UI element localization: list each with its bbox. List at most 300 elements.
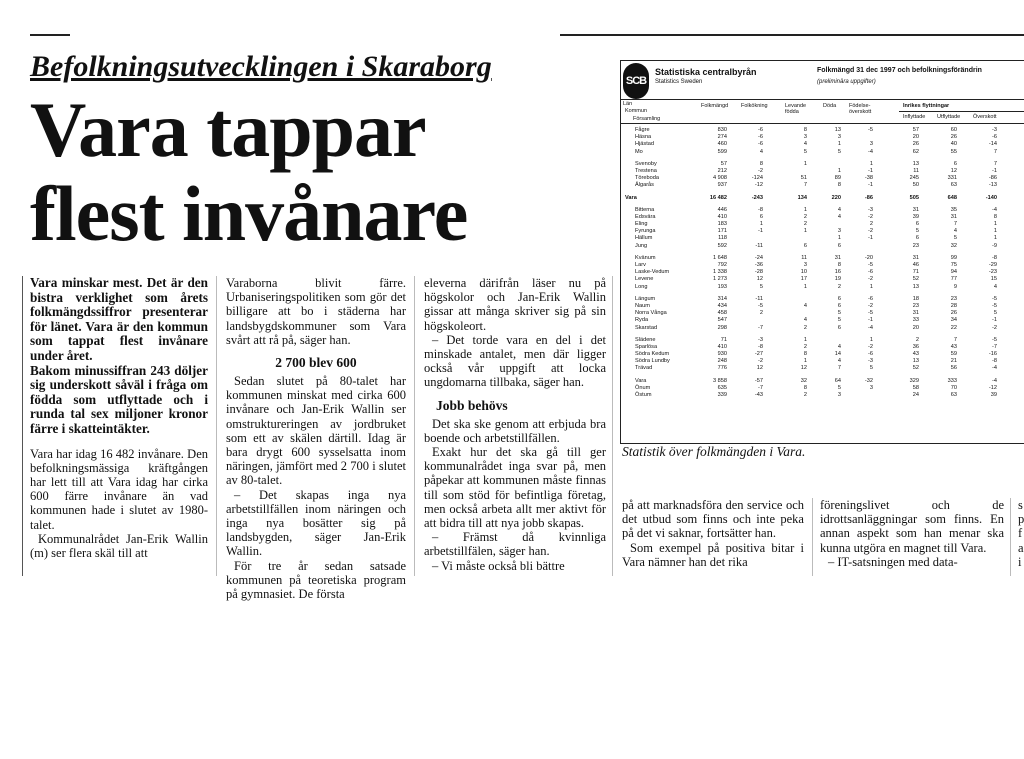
row-cell: 7 xyxy=(803,182,807,189)
header-doda: Döda xyxy=(823,103,837,109)
row-cell: 4 xyxy=(837,343,841,350)
header-forsamling: Församling xyxy=(633,116,661,122)
row-name: Jung xyxy=(635,242,648,249)
row-name: Eling xyxy=(635,221,648,228)
row-cell: 1 xyxy=(869,160,873,167)
row-name: Önum xyxy=(635,384,651,391)
column-divider xyxy=(612,276,613,576)
row-cell: -27 xyxy=(754,351,763,358)
row-cell: 99 xyxy=(950,254,957,261)
row-cell: 32 xyxy=(800,377,807,384)
table-note: (preliminära uppgifter) xyxy=(817,79,876,85)
row-name: Töreboda xyxy=(635,175,659,182)
header-inflyttade: Inflyttade xyxy=(903,114,926,120)
row-cell: 8 xyxy=(993,213,997,220)
body-paragraph: – Det skapas inga nya arbetstillfällen inom näringen och inga nya bosätter sig på landsbygden, säger Jan-Erik Wallin. xyxy=(226,487,406,559)
row-cell: 547 xyxy=(717,317,727,324)
header-folkokning: Folkökning xyxy=(741,103,768,109)
row-cell: -8 xyxy=(758,343,763,350)
body-paragraph: Det ska ske genom att erbjuda bra boende och arbetstillfällen. xyxy=(424,416,606,445)
table-row xyxy=(621,214,1024,221)
table-row xyxy=(621,392,1024,399)
row-cell: -1 xyxy=(868,167,873,174)
table-row xyxy=(621,344,1024,351)
header-utflyttade: Utflyttade xyxy=(937,114,961,120)
table-row xyxy=(621,195,1024,202)
table-row xyxy=(621,235,1024,242)
row-cell: 8 xyxy=(803,384,807,391)
row-cell: 10 xyxy=(800,269,807,276)
row-cell: 5 xyxy=(915,228,919,235)
table-row xyxy=(621,228,1024,235)
row-cell: 3 xyxy=(869,141,873,148)
kicker: Befolkningsutvecklingen i Skaraborg xyxy=(30,50,492,83)
row-cell: 460 xyxy=(717,141,727,148)
row-name: Hällum xyxy=(635,235,653,242)
body-paragraph: – Det torde vara en del i det minskade antalet, men där ligger också vår uppgift att locka ungdomarna tillbaka, säger han. xyxy=(424,332,606,390)
row-name: Ryda xyxy=(635,317,649,324)
row-cell: 1 xyxy=(837,141,841,148)
table-row xyxy=(621,358,1024,365)
row-cell: 8 xyxy=(837,182,841,189)
row-cell: 1 xyxy=(869,336,873,343)
row-cell: -8 xyxy=(992,254,997,261)
row-cell: 6 xyxy=(915,221,919,228)
row-cell: 20 xyxy=(912,134,919,141)
cut-letter: a xyxy=(1018,540,1024,555)
row-cell: 62 xyxy=(912,148,919,155)
row-cell: 2 xyxy=(803,324,807,331)
row-cell: 71 xyxy=(720,336,727,343)
table-row xyxy=(621,351,1024,358)
row-cell: -6 xyxy=(992,134,997,141)
row-cell: -2 xyxy=(868,276,873,283)
row-cell: 1 xyxy=(869,283,873,290)
row-cell: 31 xyxy=(912,310,919,317)
row-cell: 4 908 xyxy=(713,175,727,182)
row-cell: 245 xyxy=(909,175,919,182)
row-cell: 1 xyxy=(993,235,997,242)
column-divider xyxy=(414,276,415,576)
row-cell: 70 xyxy=(950,384,957,391)
row-cell: -5 xyxy=(868,262,873,268)
row-cell: -124 xyxy=(751,175,763,182)
row-cell: 21 xyxy=(950,358,957,365)
row-cell: 15 xyxy=(990,276,997,283)
row-cell: 26 xyxy=(950,310,957,317)
row-cell: 6 xyxy=(837,324,841,331)
row-cell: -1 xyxy=(992,317,997,324)
row-cell: -16 xyxy=(988,351,997,358)
table-row xyxy=(621,243,1024,250)
table-row xyxy=(621,127,1024,134)
article-column-4 xyxy=(622,498,804,569)
row-cell: 1 xyxy=(837,167,841,174)
scb-name: Statistiska centralbyrån xyxy=(655,67,757,77)
row-cell: 13 xyxy=(912,160,919,167)
row-cell: 505 xyxy=(909,194,919,201)
table-row xyxy=(621,221,1024,228)
article-column-3 xyxy=(424,276,606,573)
statistics-table xyxy=(620,60,1024,444)
row-cell: 4 xyxy=(837,206,841,213)
row-cell: 1 xyxy=(803,160,807,167)
row-cell: 3 xyxy=(803,134,807,141)
table-row xyxy=(621,378,1024,385)
row-cell: 3 xyxy=(837,392,841,398)
top-rule-right xyxy=(560,34,1024,36)
row-cell: -1 xyxy=(758,228,763,235)
row-cell: 5 xyxy=(953,235,957,242)
row-cell: 5 xyxy=(837,310,841,317)
row-name: Skarstad xyxy=(635,324,658,331)
row-cell: 8 xyxy=(803,351,807,358)
header-inrikes: Inrikes flyttningar xyxy=(903,103,950,109)
row-cell: -38 xyxy=(864,175,873,182)
row-cell: 212 xyxy=(717,167,727,174)
row-cell: -1 xyxy=(868,182,873,189)
row-cell: 4 xyxy=(837,358,841,365)
row-cell: 2 xyxy=(915,336,919,343)
row-cell: -57 xyxy=(754,377,763,384)
row-cell: 43 xyxy=(950,343,957,350)
scb-logo: SCB xyxy=(623,63,649,99)
row-cell: 40 xyxy=(950,141,957,148)
row-cell: 12 xyxy=(800,365,807,372)
row-cell: 7 xyxy=(953,336,957,343)
row-cell: -2 xyxy=(868,228,873,235)
row-cell: 7 xyxy=(837,365,841,372)
row-cell: 43 xyxy=(912,351,919,358)
row-cell: 333 xyxy=(947,377,957,384)
header-kommun: Kommun xyxy=(625,108,648,114)
row-cell: 410 xyxy=(717,213,727,220)
article-column-5 xyxy=(820,498,1004,569)
row-cell: -3 xyxy=(758,336,763,343)
row-cell: 1 xyxy=(803,358,807,365)
table-row xyxy=(621,276,1024,283)
row-name: Fågre xyxy=(635,127,650,133)
row-cell: 13 xyxy=(912,358,919,365)
row-cell: 35 xyxy=(950,206,957,213)
cut-letter: p xyxy=(1018,512,1024,527)
body-paragraph: föreningslivet och de idrottsanläggningar som finns. En annan aspekt som han menar ska kunna utgöra en magnet till Vara. xyxy=(820,498,1004,555)
row-name: Naum xyxy=(635,302,650,309)
table-row xyxy=(621,262,1024,269)
row-cell: 34 xyxy=(950,317,957,324)
header-overskott: Överskott xyxy=(973,114,997,120)
row-cell: 5 xyxy=(759,283,763,290)
row-cell: 16 482 xyxy=(709,194,727,201)
row-cell: -43 xyxy=(754,392,763,398)
table-row xyxy=(621,134,1024,141)
row-cell: 220 xyxy=(831,194,841,201)
row-cell: 434 xyxy=(717,302,727,309)
header-folkmangd: Folkmängd xyxy=(701,103,729,109)
header-rule-bottom xyxy=(621,123,1024,124)
row-cell: 2 xyxy=(803,343,807,350)
row-name: Östum xyxy=(635,392,652,398)
table-row xyxy=(621,161,1024,168)
row-cell: 6 xyxy=(953,160,957,167)
row-name: Älgarås xyxy=(635,182,654,189)
row-cell: -12 xyxy=(754,182,763,189)
row-cell: -2 xyxy=(758,167,763,174)
row-cell: 6 xyxy=(837,242,841,249)
body-paragraph: Exakt hur det ska gå till ger kommunalrådet inga svar på, men påpekar att kommunen måste finnas till som stöd för befintliga företag, men också arbeta allt mer aktivt för att bidra till att nya jobb skapas. xyxy=(424,445,606,531)
row-cell: 33 xyxy=(912,317,919,324)
row-cell: 4 xyxy=(993,283,997,290)
table-body xyxy=(621,127,1024,399)
row-cell: 63 xyxy=(950,182,957,189)
row-cell: 5 xyxy=(837,317,841,324)
row-cell: 39 xyxy=(912,213,919,220)
row-cell: 55 xyxy=(950,148,957,155)
row-cell: 6 xyxy=(759,213,763,220)
row-name: Edsvära xyxy=(635,213,656,220)
row-cell: 19 xyxy=(834,276,841,283)
row-cell: 635 xyxy=(717,384,727,391)
row-cell: 2 xyxy=(869,221,873,228)
row-cell: 31 xyxy=(912,254,919,261)
subheading: Jobb behövs xyxy=(436,397,508,413)
row-cell: 4 xyxy=(803,317,807,324)
row-cell: 1 648 xyxy=(713,254,727,261)
row-cell: 3 xyxy=(837,228,841,235)
top-rule-left xyxy=(30,34,70,36)
row-name: Levene xyxy=(635,276,654,283)
row-name: Längum xyxy=(635,295,656,302)
article-left-rule xyxy=(22,276,23,576)
row-cell: -1 xyxy=(868,235,873,242)
row-cell: -3 xyxy=(868,206,873,213)
row-cell: -5 xyxy=(868,310,873,317)
table-row xyxy=(621,317,1024,324)
row-name: Södra Lundby xyxy=(635,358,670,365)
row-cell: 6 xyxy=(837,302,841,309)
row-cell: -1 xyxy=(868,317,873,324)
body-paragraph: – Vi måste också bli bättre xyxy=(432,558,565,573)
row-cell: -243 xyxy=(751,194,763,201)
row-cell: 22 xyxy=(950,324,957,331)
row-cell: 248 xyxy=(717,358,727,365)
row-cell: 59 xyxy=(950,351,957,358)
row-cell: 52 xyxy=(912,276,919,283)
row-cell: -32 xyxy=(864,377,873,384)
row-cell: 20 xyxy=(912,324,919,331)
row-cell: 94 xyxy=(950,269,957,276)
row-cell: 3 xyxy=(803,262,807,268)
row-cell: -6 xyxy=(868,269,873,276)
article-column-2 xyxy=(226,276,406,601)
row-cell: 9 xyxy=(953,283,957,290)
row-cell: 830 xyxy=(717,127,727,133)
row-cell: 4 xyxy=(837,213,841,220)
row-cell: 1 338 xyxy=(713,269,727,276)
row-cell: 31 xyxy=(834,254,841,261)
table-row xyxy=(621,325,1024,332)
header-lan: Län xyxy=(623,101,633,107)
row-cell: -2 xyxy=(758,358,763,365)
row-name: Häsna xyxy=(635,134,652,141)
table-row xyxy=(621,175,1024,182)
row-cell: 118 xyxy=(718,235,727,242)
row-cell: 50 xyxy=(912,182,919,189)
table-row xyxy=(621,168,1024,175)
row-cell: -6 xyxy=(758,141,763,148)
row-cell: 4 xyxy=(803,141,807,148)
row-cell: 52 xyxy=(912,365,919,372)
row-cell: 13 xyxy=(912,283,919,290)
row-cell: -6 xyxy=(868,351,873,358)
row-cell: 1 xyxy=(803,283,807,290)
row-cell: 13 xyxy=(834,127,841,133)
row-cell: -2 xyxy=(992,324,997,331)
row-cell: -4 xyxy=(992,365,997,372)
table-row xyxy=(621,365,1024,372)
lead-paragraph-1: Vara minskar mest. Det är den bistra verklighet som årets folkmängdssiffror presenterar för länet. Vara är den kommun som tappat flest invånare under året. xyxy=(30,275,208,363)
row-cell: 7 xyxy=(953,221,957,228)
table-row xyxy=(621,303,1024,310)
row-name: Vara xyxy=(625,194,637,201)
row-cell: -36 xyxy=(754,262,763,268)
row-cell: 193 xyxy=(717,283,727,290)
row-cell: 1 273 xyxy=(713,276,727,283)
row-cell: -2 xyxy=(868,213,873,220)
row-cell: 28 xyxy=(950,302,957,309)
row-cell: 2 xyxy=(837,283,841,290)
row-cell: 71 xyxy=(912,269,919,276)
row-cell: 1 xyxy=(803,228,807,235)
row-cell: 8 xyxy=(759,160,763,167)
table-row xyxy=(621,385,1024,392)
row-cell: 2 xyxy=(803,392,807,398)
row-cell: 75 xyxy=(950,262,957,268)
row-cell: 6 xyxy=(915,235,919,242)
row-cell: 18 xyxy=(912,295,919,302)
row-cell: -5 xyxy=(992,295,997,302)
lead-paragraph-2: Bakom minussiffran 243 döljer sig underskott såväl i fråga om födda som utflyttade och i runda tal sex miljoner kronor färre i skatteintäkter. xyxy=(30,362,208,436)
row-name: Long xyxy=(635,283,648,290)
row-cell: 36 xyxy=(912,343,919,350)
row-cell: 12 xyxy=(950,167,957,174)
row-cell: 339 xyxy=(717,392,727,398)
row-cell: 2 xyxy=(759,310,763,317)
table-row xyxy=(621,182,1024,189)
table-row xyxy=(621,207,1024,214)
row-name: Norra Vånga xyxy=(635,310,667,317)
row-name: Fyrunga xyxy=(635,228,656,235)
row-cell: -1 xyxy=(992,167,997,174)
row-cell: -86 xyxy=(864,194,873,201)
row-name: Bitterna xyxy=(635,206,655,213)
row-cell: 274 xyxy=(717,134,727,141)
row-name: Trävad xyxy=(635,365,653,372)
row-cell: -7 xyxy=(758,324,763,331)
row-cell: -7 xyxy=(992,343,997,350)
body-paragraph: – IT-satsningen med data- xyxy=(828,554,958,569)
row-cell: 31 xyxy=(912,206,919,213)
row-cell: 23 xyxy=(950,295,957,302)
body-paragraph: på att marknadsföra den service och det utbud som finns och inte peka på det vi saknar, fortsätter han. xyxy=(622,498,804,541)
row-cell: 930 xyxy=(717,351,727,358)
row-cell: 46 xyxy=(912,262,919,268)
row-cell: 776 xyxy=(717,365,727,372)
row-cell: 63 xyxy=(950,392,957,398)
row-cell: 134 xyxy=(797,194,807,201)
row-name: Svenoby xyxy=(635,160,657,167)
scb-subtitle: Statistics Sweden xyxy=(655,79,703,85)
table-row xyxy=(621,255,1024,262)
row-cell: -4 xyxy=(868,324,873,331)
row-cell: -5 xyxy=(868,127,873,133)
row-cell: 56 xyxy=(950,365,957,372)
row-cell: -4 xyxy=(992,206,997,213)
row-cell: 458 xyxy=(717,310,727,317)
body-paragraph: Kommunalrådet Jan-Erik Wallin (m) ser flera skäl till att xyxy=(30,531,208,560)
row-cell: -13 xyxy=(988,182,997,189)
row-cell: 792 xyxy=(717,262,727,268)
cut-letter: f xyxy=(1018,526,1023,541)
row-name: Vara xyxy=(635,377,647,384)
row-cell: -4 xyxy=(992,377,997,384)
headline xyxy=(30,86,633,257)
row-cell: 592 xyxy=(717,242,727,249)
row-cell: 5 xyxy=(993,310,997,317)
table-caption: Statistik över folkmängden i Vara. xyxy=(622,444,806,459)
row-cell: -5 xyxy=(992,336,997,343)
row-cell: -8 xyxy=(992,358,997,365)
row-cell: 23 xyxy=(912,242,919,249)
row-name: Larv xyxy=(635,262,646,268)
header-levande-fodda: Levande födda xyxy=(785,103,807,115)
row-name: Laske-Vedum xyxy=(635,269,670,276)
cut-letter: s xyxy=(1018,498,1023,512)
row-cell: 12 xyxy=(756,365,763,372)
body-paragraph: För tre år sedan satsade kommunen på teoretiska program på gymnasiet. De första xyxy=(226,558,406,602)
row-name: Södra Kedum xyxy=(635,351,670,358)
row-cell: 8 xyxy=(837,262,841,268)
row-cell: -29 xyxy=(988,262,997,268)
table-row xyxy=(621,149,1024,156)
table-row xyxy=(621,296,1024,303)
row-name: Hjästad xyxy=(635,141,654,148)
body-paragraph: Varaborna blivit färre. Urbaniseringspolitiken som gör det billigare att bo i städerna har landsbygdskommuner som Vara svårt att rå på, säger han. xyxy=(226,276,406,347)
row-cell: -28 xyxy=(754,269,763,276)
row-cell: -8 xyxy=(758,206,763,213)
body-paragraph: Sedan slutet på 80-talet har kommunen minskat med cirka 600 invånare och Jan-Erik Wallin ser omstruktureringen av jordbruket som ett av skälen därtill. Idag är bara drygt 600 sysselsatta inom näringen, jämfört med 2 700 i slutet av 80-talet. xyxy=(226,374,406,488)
row-cell: 2 xyxy=(803,221,807,228)
column-divider xyxy=(1010,498,1011,576)
row-cell: -4 xyxy=(868,148,873,155)
row-cell: 5 xyxy=(837,384,841,391)
row-cell: -23 xyxy=(988,269,997,276)
row-cell: 57 xyxy=(912,127,919,133)
row-cell: 64 xyxy=(834,377,841,384)
row-cell: 11 xyxy=(801,254,807,261)
header-rule xyxy=(621,99,1024,100)
row-cell: -12 xyxy=(988,384,997,391)
headline-line-1: Vara tappar xyxy=(30,86,426,173)
table-row xyxy=(621,284,1024,291)
row-cell: 57 xyxy=(720,160,727,167)
row-cell: 331 xyxy=(947,175,957,182)
row-cell: 3 858 xyxy=(713,377,727,384)
row-cell: 648 xyxy=(947,194,957,201)
row-cell: -11 xyxy=(755,295,763,302)
row-cell: 77 xyxy=(950,276,957,283)
row-name: Trestena xyxy=(635,167,657,174)
